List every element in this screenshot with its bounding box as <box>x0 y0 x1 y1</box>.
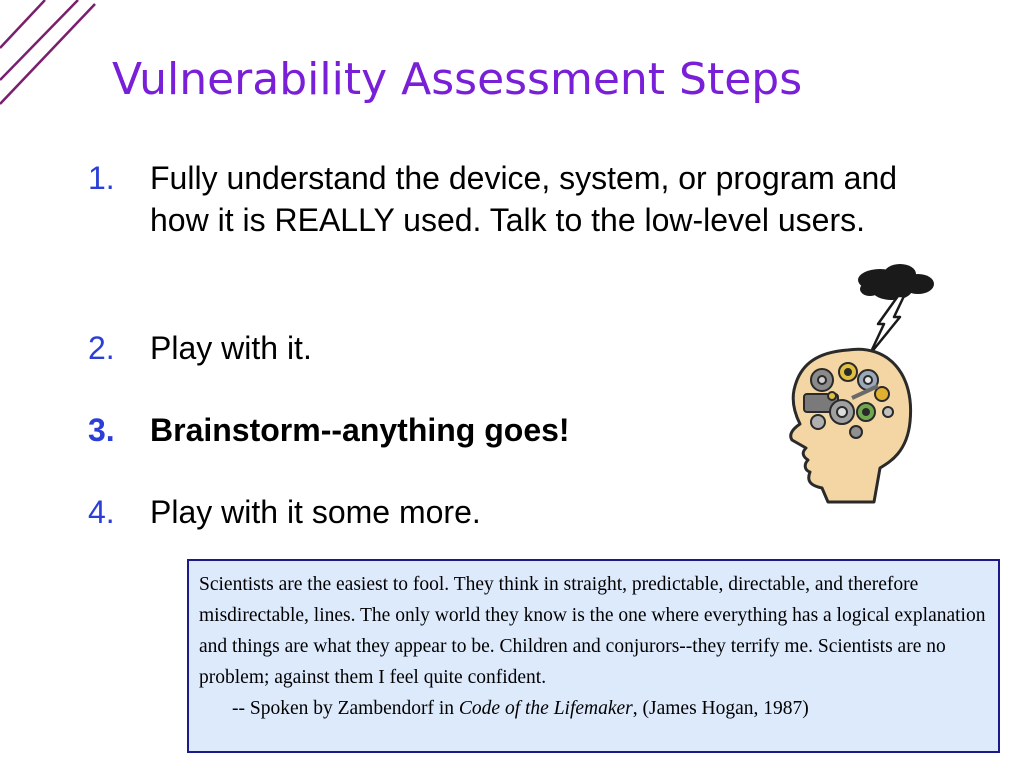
brainstorm-head-icon <box>770 262 940 507</box>
step-text: Brainstorm--anything goes! <box>150 412 570 448</box>
quote-attribution <box>199 693 988 724</box>
book-title: Code of the Lifemaker <box>458 698 633 719</box>
step-text: Fully understand the device, system, or program and how it is REALLY used. Talk to the low-level users. <box>150 160 898 238</box>
step-text: Play with it some more. <box>150 494 481 530</box>
step-number: 3. <box>88 412 115 448</box>
step-text: Play with it. <box>150 330 312 366</box>
quote-text: Scientists are the easiest to fool. They think in straight, predictable, directable, and therefore misdirectable, lines. The only world they know is the one where everything has a logical explanation and things are what they appear to be. Children and conjurors--they terrify me. Scientists are no problem; against them I feel quite confident. <box>199 574 986 688</box>
attribution-suffix: , (James Hogan, 1987) <box>632 698 809 719</box>
step-number: 1. <box>88 160 115 196</box>
quote-box <box>187 559 1000 753</box>
slide-title: Vulnerability Assessment Steps <box>112 54 803 105</box>
step-number: 4. <box>88 494 115 530</box>
step-number: 2. <box>88 330 115 366</box>
attribution-prefix: -- Spoken by Zambendorf in <box>232 698 459 719</box>
